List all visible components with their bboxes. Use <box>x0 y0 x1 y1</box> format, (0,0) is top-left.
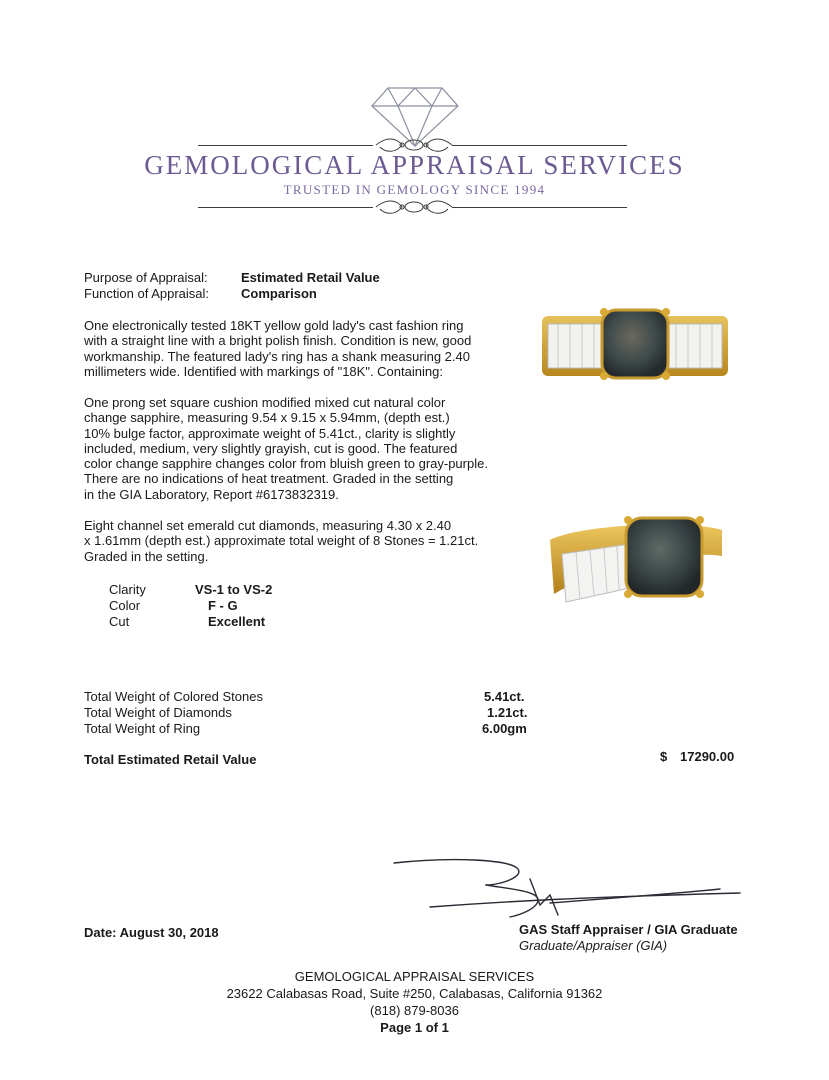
header-rule-top <box>198 145 373 146</box>
ring-side-view-image <box>540 510 730 620</box>
description-line: One prong set square cushion modified mixed cut natural color <box>84 395 446 410</box>
description-line: There are no indications of heat treatment. Graded in the setting <box>84 471 454 487</box>
function-value: Comparison <box>241 286 317 301</box>
ring-front-view-image <box>540 306 730 404</box>
header-rule-top-right <box>452 145 627 146</box>
description-line: in the GIA Laboratory, Report #6173832319. <box>84 486 339 502</box>
description-line: Eight channel set emerald cut diamonds, measuring 4.30 x 2.40 <box>84 518 452 533</box>
function-label: Function of Appraisal: <box>84 286 210 301</box>
clarity-value: VS-1 to VS-2 <box>195 582 273 597</box>
total-diamonds-value: 1.21ct. <box>487 705 528 720</box>
footer-address: 23622 Calabasas Road, Suite #250, Calabasas, California 91362 <box>226 986 603 1001</box>
description-paragraph-sapphire <box>84 395 488 502</box>
header-rule-bottom-right <box>452 207 627 208</box>
color-value: F - G <box>208 598 238 613</box>
description-line: change sapphire, measuring 9.54 x 9.15 x 5.94mm, (depth est.) <box>84 410 450 426</box>
appraiser-subtitle: Graduate/Appraiser (GIA) <box>519 938 668 953</box>
retail-value-label: Total Estimated Retail Value <box>84 752 257 767</box>
footer-phone: (818) 879-8036 <box>370 1003 459 1018</box>
description-line: workmanship. The featured lady's ring has a shank measuring 2.40 <box>84 348 470 364</box>
total-diamonds-label: Total Weight of Diamonds <box>84 705 232 720</box>
description-paragraph-diamonds <box>84 518 478 564</box>
cut-label: Cut <box>109 614 130 629</box>
purpose-label: Purpose of Appraisal: <box>84 270 208 285</box>
total-colored-stones-value: 5.41ct. <box>484 689 525 704</box>
total-ring-label: Total Weight of Ring <box>84 721 201 736</box>
header-rule-bottom <box>198 207 373 208</box>
company-name: GEMOLOGICAL APPRAISAL SERVICES <box>144 150 685 180</box>
description-line: One electronically tested 18KT yellow gold lady's cast fashion ring <box>84 318 464 333</box>
cut-value: Excellent <box>208 614 266 629</box>
purpose-value: Estimated Retail Value <box>241 270 380 285</box>
description-line: 10% bulge factor, approximate weight of 5.41ct., clarity is slightly <box>84 425 456 441</box>
page-number: Page 1 of 1 <box>380 1020 449 1035</box>
description-line: with a straight line with a bright polish finish. Condition is new, good <box>84 333 472 349</box>
date-text: Date: August 30, 2018 <box>84 925 219 940</box>
footer-company: GEMOLOGICAL APPRAISAL SERVICES <box>294 969 535 984</box>
description-line: color change sapphire changes color from bluish green to gray-purple. <box>84 456 488 472</box>
description-paragraph-ring <box>84 318 471 379</box>
company-tagline: TRUSTED IN GEMOLOGY SINCE 1994 <box>283 182 546 197</box>
total-ring-value: 6.00gm <box>482 721 527 736</box>
scroll-ornament-icon <box>374 197 454 217</box>
color-label: Color <box>109 598 141 613</box>
description-line: millimeters wide. Identified with markings of "18K". Containing: <box>84 363 443 379</box>
description-line: Graded in the setting. <box>84 548 209 564</box>
retail-value-currency: $ <box>660 749 668 764</box>
total-colored-stones-label: Total Weight of Colored Stones <box>84 689 263 704</box>
appraiser-signature <box>390 855 745 925</box>
appraiser-title: GAS Staff Appraiser / GIA Graduate <box>519 922 738 937</box>
clarity-label: Clarity <box>109 582 146 597</box>
description-line: x 1.61mm (depth est.) approximate total weight of 8 Stones = 1.21ct. <box>84 533 479 549</box>
description-line: included, medium, very slightly grayish, cut is good. The featured <box>84 440 458 456</box>
retail-value-amount: 17290.00 <box>680 749 735 764</box>
